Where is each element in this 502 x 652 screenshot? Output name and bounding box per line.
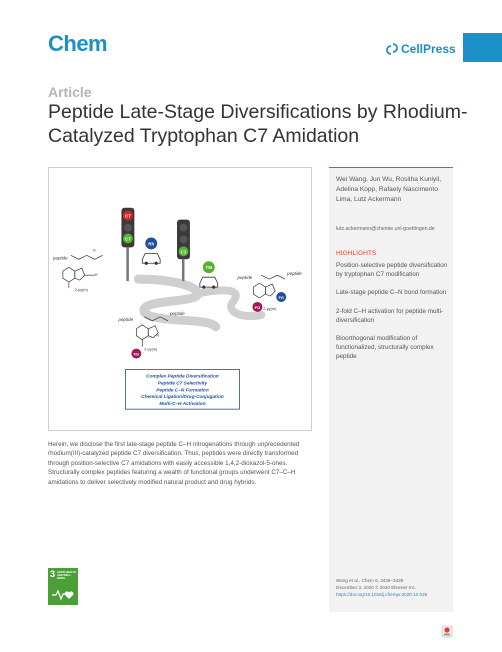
- article-type: Article: [48, 84, 92, 100]
- cellpress-icon: [386, 43, 398, 55]
- highlight-item: Position-selective peptide diversification by tryptophan C7 modification: [336, 262, 448, 279]
- peptide-label-5: peptide: [170, 310, 185, 316]
- sdg-number: 3: [50, 569, 56, 579]
- corresponding-email[interactable]: lutz.ackermann@chemie.uni-goettingen.de: [336, 226, 435, 232]
- pyrimidyl-label-3: 2-py(m): [144, 347, 158, 352]
- summary-line-1: Complex Peptide Diversification: [146, 374, 219, 380]
- fg-label-blue: FG: [278, 295, 284, 300]
- abstract-text: Herein, we disclose the first late-stage peptide C–H nitrogenations through unprecedented rhodium(III)-catalyzed peptide C7 diversification. Thus, peptides were directly transformed through position-selective C7 amidations with easily accessible 1,4,2-dioxazol-5-ones. Structurally complex peptides featuring a wealth of functional groups underwent C7–C–H amidations to deliver selectively modified natural product and drug hybrids.: [48, 441, 300, 486]
- highlights-heading: HIGHLIGHTS: [336, 250, 377, 257]
- summary-line-3: Peptide C–N Formation: [156, 388, 209, 394]
- pyrimidyl-label-1: 2-py(m): [74, 288, 88, 293]
- peptide-label-3: peptide: [287, 271, 302, 277]
- corner-accent: [463, 33, 502, 62]
- h-label-1: H: [94, 272, 98, 278]
- fg-label-magenta-1: FG: [254, 304, 261, 310]
- road-2: [196, 290, 262, 316]
- summary-line-4: Chemical Ligation/Drug-Conjugation: [141, 395, 224, 401]
- sdg-label: GOOD HEALTH AND WELL-BEING: [57, 571, 76, 580]
- traffic-light-pole-2: [182, 259, 184, 281]
- publisher-name: CellPress: [401, 42, 456, 56]
- citation-date: December 3, 2020 © 2020 Elsevier Inc.: [336, 585, 417, 591]
- highlights-list: [336, 261, 448, 371]
- graphical-abstract: [48, 167, 312, 431]
- peptide-label-1: peptide: [52, 255, 68, 261]
- traffic-light-pole-1: [126, 247, 128, 281]
- catalyst-tm-label: TM: [205, 265, 212, 271]
- peptide-label-4: peptide: [118, 316, 134, 322]
- fg-label-magenta-2: FG: [133, 351, 140, 357]
- n-label: N: [156, 332, 160, 338]
- publisher-logo: [386, 42, 456, 56]
- light1-bottom-label: C7: [125, 236, 131, 242]
- peptide-label-2: peptide: [237, 275, 253, 281]
- car-icon: [142, 253, 160, 263]
- highlight-item: 2-fold C–H activation for peptide multi-diversification: [336, 307, 444, 324]
- doi-link[interactable]: https://doi.org/10.1016/j.chempr.2020.10.026: [336, 592, 428, 598]
- citation-journal: Wang et al., Chem 6, 3428–3439: [336, 578, 404, 583]
- car-icon-2: [200, 277, 218, 287]
- info-sidebar: [329, 167, 453, 612]
- summary-line-5: Multi-C–H Activation: [159, 402, 206, 408]
- catalyst-rh-label: Rh: [148, 241, 155, 247]
- highlight-item: Bioorthogonal modification of functionalized, structurally complex peptide: [336, 335, 434, 361]
- journal-logo: Chem: [48, 31, 108, 56]
- citation: [336, 577, 450, 599]
- light1-top-label: C7: [125, 213, 131, 219]
- highlight-item: Late-stage peptide C–N bond formation: [336, 289, 447, 297]
- light2-bottom-label: C2: [180, 249, 187, 255]
- article-title: Peptide Late-Stage Diversifications by Rhodium-Catalyzed Tryptophan C7 Amidation: [48, 101, 468, 147]
- pyrimidyl-label-2: 2-py(m): [263, 306, 277, 311]
- author-list: Wei Wang, Jun Wu, Rositha Kuniyil, Adelina Kopp, Rafaely Nascimento Lima, Lutz Ackermann: [336, 176, 442, 204]
- heartbeat-icon: [51, 586, 75, 602]
- summary-line-2: Peptide C7 Selectivity: [157, 381, 208, 387]
- check-for-updates-icon[interactable]: [441, 625, 453, 638]
- sdg-badge: [48, 568, 78, 605]
- graphical-abstract-figure: [49, 168, 311, 430]
- o-label-1: O: [92, 247, 96, 253]
